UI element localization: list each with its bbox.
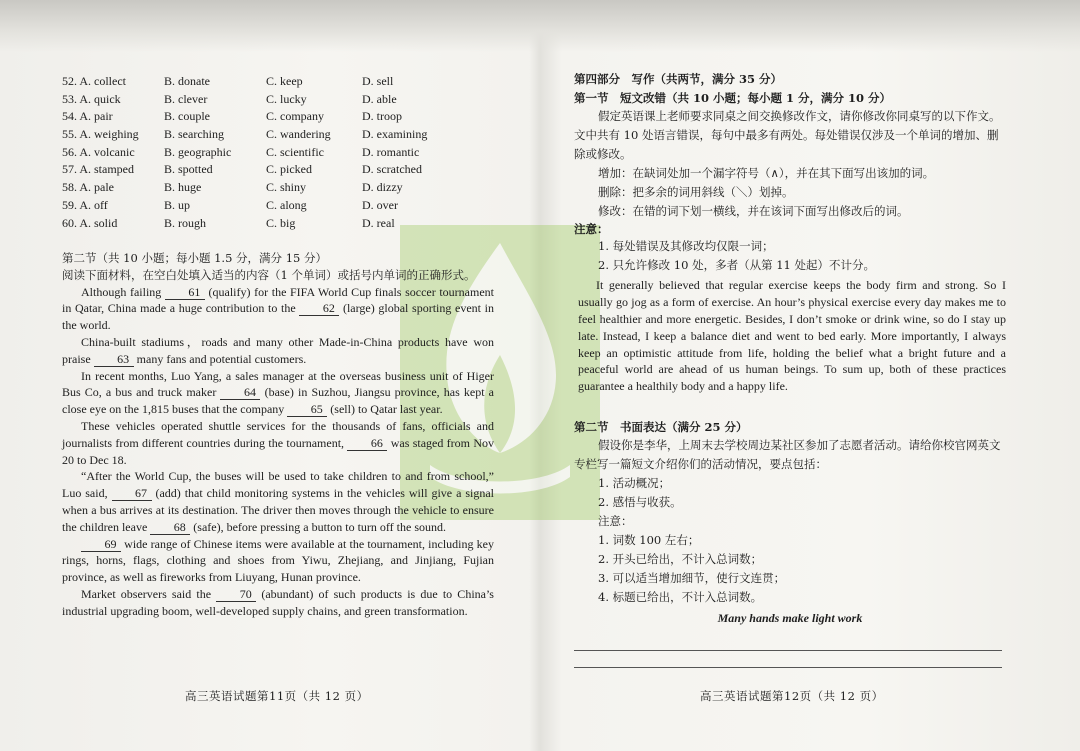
option-b: B. spotted	[164, 162, 213, 177]
option-d: D. able	[362, 91, 397, 106]
writing-line[interactable]	[574, 650, 1002, 651]
blank-70[interactable]: 70	[216, 588, 256, 602]
page-footer-right: 高三英语试题第12页（共 12 页）	[700, 689, 884, 703]
writing-instruction: 假设你是李华，上周末去学校周边某社区参加了志愿者活动。请给你校官网英文专栏写一篇短文介绍你们的活动情况，要点包括：	[574, 437, 1001, 471]
page-footer-left: 高三英语试题第11页（共 12 页）	[185, 689, 369, 703]
writing-line[interactable]	[574, 667, 1002, 668]
option-d: D. scratched	[362, 162, 422, 177]
option-d: D. real	[362, 215, 395, 230]
requirement-3: 3. 可以适当增加细节，使行文连贯；	[598, 570, 786, 585]
text: Market observers said the	[81, 586, 217, 601]
note-label: 注意：	[574, 221, 609, 236]
error-correction-essay: It generally believed that regular exercise keeps the body firm and strong. So I usually go jog as a form of exercise. An hour’s physical exercise every day makes me to feel healthier and more energetic. Besides, I don’t smoke or drink wine, so do I stay up late. Instead, I keep a balance diet and went to bed early. More importantly, I always keep an optimistic attitude from life, holding the belief what a bright future and a peaceful world are ahead of us human beings. To sum up, both of these practices guarantee a healthily body and a happy life.	[578, 278, 1006, 394]
passage-paragraph	[62, 284, 494, 334]
text: China-built stadiums，roads and many other Made-in-China products have won praise	[62, 334, 494, 366]
option-row	[62, 161, 494, 179]
option-b: B. donate	[164, 74, 210, 88]
text: (sell) to Qatar last year.	[327, 402, 443, 417]
option-row	[62, 179, 494, 197]
passage-paragraph	[62, 334, 494, 368]
option-c: C. scientific	[266, 144, 324, 159]
option-a: 52. A. collect	[62, 74, 126, 88]
option-d: D. romantic	[362, 144, 420, 159]
section1-heading: 第一节 短文改错（共 10 小题；每小题 1 分，满分 10 分）	[574, 90, 892, 105]
right-page	[574, 71, 1006, 627]
text: (abundant) of such products is due to China’s industrial upgrading boom, well-developed supply chains, and green transformation.	[62, 586, 494, 618]
note-1: 1. 每处错误及其修改均仅限一词；	[598, 239, 774, 254]
text: (large) global sporting event in the world.	[62, 301, 494, 333]
option-row	[62, 215, 494, 233]
blank-61[interactable]: 61	[165, 286, 205, 300]
point-2: 2. 感悟与收获。	[598, 494, 682, 509]
text: many fans and potential customers.	[133, 351, 307, 366]
requirement-1: 1. 词数 100 左右；	[598, 532, 700, 547]
option-b: B. rough	[164, 215, 206, 230]
text: was staged from Nov 20 to Dec 18.	[62, 435, 495, 467]
text: (add) that child monitoring systems in the vehicles will give a signal when a bus arrives at its destination. The driver then moves through the vehicle to ensure the children leave	[62, 486, 494, 534]
passage-paragraph	[62, 418, 494, 468]
option-d: D. dizzy	[362, 180, 403, 195]
blank-67[interactable]: 67	[112, 487, 152, 501]
blank-68[interactable]: 68	[150, 521, 190, 535]
option-b: B. searching	[164, 127, 224, 142]
option-row	[62, 73, 494, 91]
passage-paragraph	[62, 468, 494, 535]
option-a: 58. A. pale	[62, 180, 114, 195]
text: In recent months, Luo Yang, a sales manager at the overseas business unit of Higer Bus Co, a bus and truck maker	[62, 368, 494, 400]
option-row	[62, 197, 494, 215]
section2-writing-heading: 第二节 书面表达（满分 25 分）	[574, 419, 748, 434]
option-c: C. big	[266, 215, 296, 230]
option-d: D. over	[362, 197, 398, 212]
option-b: B. huge	[164, 180, 202, 195]
option-row	[62, 108, 494, 126]
option-d: D. sell	[362, 74, 394, 88]
passage-paragraph	[62, 368, 494, 418]
option-row	[62, 91, 494, 109]
option-b: B. couple	[164, 109, 210, 124]
option-a: 59. A. off	[62, 197, 108, 212]
option-row	[62, 144, 494, 162]
left-page	[62, 73, 494, 620]
text: (base) in Suzhou, Jiangsu province, has kept a close eye on the 1,815 buses that the company	[62, 385, 494, 417]
option-c: C. company	[266, 109, 324, 124]
part4-heading: 第四部分 写作（共两节，满分 35 分）	[574, 72, 783, 86]
text: These vehicles operated shuttle services for the thousands of fans, officials and journalists from different countries during the tournament,	[62, 418, 494, 450]
delete-rule: 删除：把多余的词用斜线（＼）划掉。	[598, 184, 794, 199]
note-label-2: 注意：	[598, 513, 633, 528]
blank-66[interactable]: 66	[347, 437, 387, 451]
options-table	[62, 73, 494, 235]
add-rule: 增加：在缺词处加一个漏字符号（∧），并在其下面写出该加的词。	[598, 165, 935, 180]
modify-rule: 修改：在错的词下划一横线，并在该词下面写出修改后的词。	[598, 203, 909, 218]
passage-paragraph	[62, 536, 494, 586]
point-1: 1. 活动概况；	[598, 475, 671, 490]
text: Although failing	[81, 284, 165, 299]
text: (safe), before pressing a button to turn off the sound.	[190, 519, 447, 534]
section1-instruction: 假定英语课上老师要求同桌之间交换修改作文，请你修改你同桌写的以下作文。文中共有 10 处语言错误，每句中最多有两处。每处错误仅涉及一个单词的增加、删除或修改。	[574, 108, 1001, 161]
text: “After the World Cup, the buses will be used to take children to and from school,” Luo said,	[62, 469, 494, 501]
blank-62[interactable]: 62	[299, 302, 339, 316]
option-b: B. up	[164, 197, 191, 212]
section2-heading: 第二节（共 10 小题；每小题 1.5 分，满分 15 分）	[62, 251, 327, 265]
option-b: B. clever	[164, 91, 208, 106]
option-d: D. examining	[362, 127, 428, 142]
option-b: B. geographic	[164, 144, 232, 159]
option-row	[62, 126, 494, 144]
option-c: C. shiny	[266, 180, 307, 195]
section2-instruction: 阅读下面材料，在空白处填入适当的内容（1 个单词）或括号内单词的正确形式。	[62, 267, 476, 282]
scan-shadow	[0, 0, 1080, 52]
blank-65[interactable]: 65	[287, 403, 327, 417]
blank-63[interactable]: 63	[94, 353, 134, 367]
option-c: C. keep	[266, 74, 303, 88]
option-c: C. picked	[266, 162, 312, 177]
text: wide range of Chinese items were available at the tournament, including key rings, horns, flags, clothing and shoes from Yiwu, Zhejiang, and Jinjiang, Fujian province, as well as fireworks from Liuyang, Hunan province.	[62, 536, 494, 585]
requirement-2: 2. 开头已给出，不计入总词数；	[598, 551, 763, 566]
text: (qualify) for the FIFA World Cup finals soccer tournament in Qatar, China made a huge contribution to the	[62, 284, 494, 316]
option-a: 56. A. volcanic	[62, 144, 135, 159]
option-a: 54. A. pair	[62, 109, 113, 124]
requirement-4: 4. 标题已给出，不计入总词数。	[598, 589, 763, 604]
note-2: 2. 只允许修改 10 处，多者（从第 11 处起）不计分。	[598, 258, 876, 273]
option-d: D. troop	[362, 109, 402, 124]
passage-paragraph	[62, 586, 494, 620]
option-a: 55. A. weighing	[62, 127, 139, 142]
option-c: C. lucky	[266, 91, 307, 106]
blank-64[interactable]: 64	[220, 386, 260, 400]
option-a: 60. A. solid	[62, 215, 118, 230]
blank-69[interactable]: 69	[81, 538, 121, 552]
option-a: 53. A. quick	[62, 91, 121, 106]
option-a: 57. A. stamped	[62, 162, 134, 177]
essay-title: Many hands make light work	[717, 610, 863, 625]
option-c: C. wandering	[266, 127, 331, 142]
option-c: C. along	[266, 197, 307, 212]
